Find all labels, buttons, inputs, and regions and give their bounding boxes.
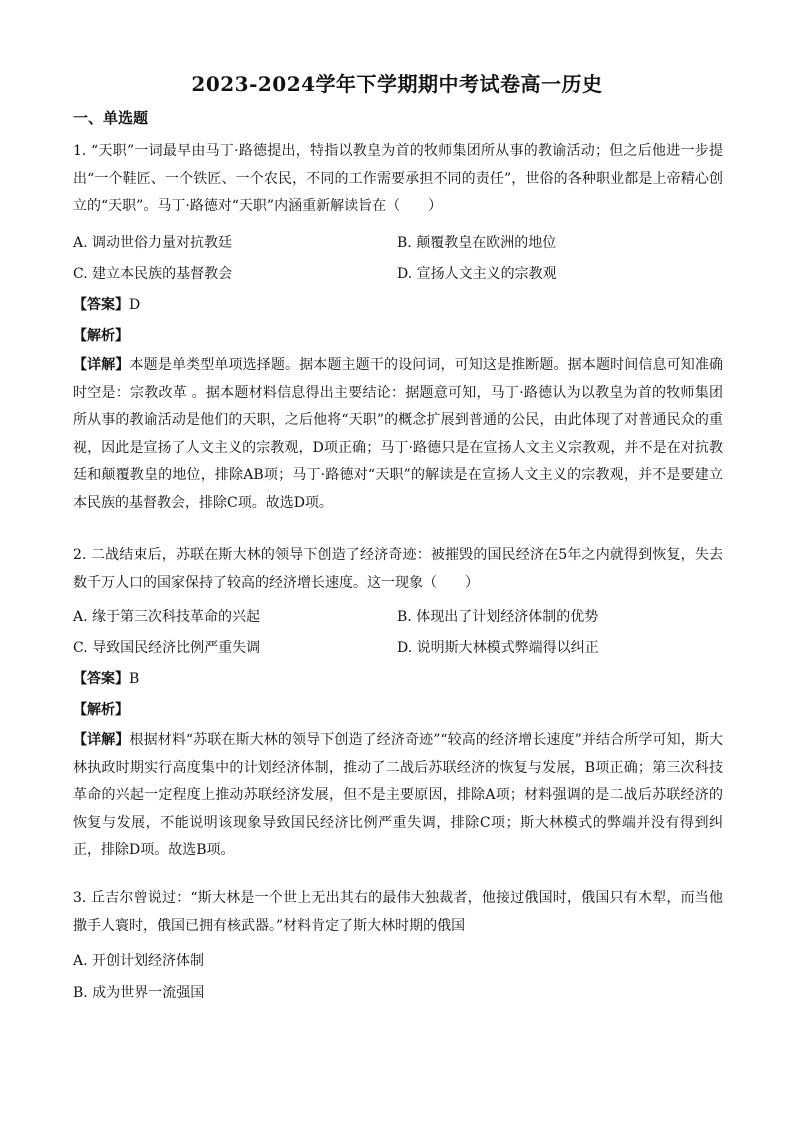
q2-detail xyxy=(73,727,723,865)
q1-detail-text: 本题是单类型单项选择题。据本题主题干的设问词，可知这是推断题。据本题时间信息可知准确时空是：宗教改革 。据本题材料信息得出主要结论：据题意可知，马丁·路德认为以教皇为首的牧师集团所从事的教谕活动是他们的天职，之后他将“天职”的概念扩展到普通的公民，由此体现了对普通民众的重视，因此是宣扬了人文主义的宗教观，D项正确；马丁·路德只是在宣扬人文主义宗教观，并不是在对抗教廷和颠覆教皇的地位，排除AB项；马丁·路德对“天职”的解读是在宣扬人文主义的宗教观，并不是要建立本民族的基督教会，排除C项。故选D项。 xyxy=(73,357,724,511)
q2-option-a: A. 缘于第三次科技革命的兴起 xyxy=(73,609,261,625)
q1-answer: D xyxy=(129,297,141,313)
q2-option-d: D. 说明斯大林模式弊端得以纠正 xyxy=(397,640,599,656)
q1-answer-tag: 【答案】 xyxy=(73,297,129,313)
q2-detail-text: 根据材料“苏联在斯大林的领导下创造了经济奇迹”“较高的经济增长速度”并结合所学可知，斯大林执政时期实行高度集中的计划经济体制，推动了二战后苏联经济的恢复与发展，B项正确；第三次科技革命的兴起一定程度上推动苏联经济发展，但不是主要原因，排除A项；材料强调的是二战后苏联经济的恢复与发展，不能说明该现象导致国民经济比例严重失调，排除C项；斯大林模式的弊端并没有得到纠正，排除D项。故选B项。 xyxy=(73,732,723,858)
q3-option-b: B. 成为世界一流强国 xyxy=(73,985,205,1001)
q3-stem: 3. 丘吉尔曾说过：“斯大林是一个世上无出其右的最伟大独裁者，他接过俄国时，俄国只有木犁，而当他撒手人寰时，俄国已拥有核武器。”材料肯定了斯大林时期的俄国 xyxy=(73,890,723,934)
q2-answer: B xyxy=(129,671,140,687)
q1-analysis-tag: 【解析】 xyxy=(73,328,129,344)
section-heading: 一、单选题 xyxy=(73,109,149,127)
q1-stem: 1. “天职”一词最早由马丁·路德提出，特指以教皇为首的牧师集团所从事的教谕活动；但之后他进一步提出“一个鞋匠、一个铁匠、一个农民，不同的工作需要承担不同的责任”，世俗的各种职业都是上帝精心创立的“天职”。马丁·路德对“天职”内涵重新解读旨在（ ） xyxy=(73,143,723,214)
q1-detail xyxy=(73,352,723,517)
q2-analysis-tag: 【解析】 xyxy=(73,702,129,718)
q2-option-c: C. 导致国民经济比例严重失调 xyxy=(73,640,261,656)
q2-answer-line xyxy=(73,669,139,689)
page-title: 2023-2024学年下学期期中考试卷高一历史 xyxy=(191,72,603,96)
q1-detail-tag: 【详解】 xyxy=(73,357,130,373)
q1-answer-line xyxy=(73,295,140,315)
q1-option-d: D. 宣扬人文主义的宗教观 xyxy=(397,266,557,282)
q1-option-a: A. 调动世俗力量对抗教廷 xyxy=(73,235,233,251)
q2-option-b: B. 体现出了计划经济体制的优势 xyxy=(397,609,599,625)
q2-stem: 2. 二战结束后，苏联在斯大林的领导下创造了经济奇迹：被摧毁的国民经济在5年之内就得到恢复，失去数千万人口的国家保持了较高的经济增长速度。这一现象（ ） xyxy=(73,547,723,591)
q1-option-c: C. 建立本民族的基督教会 xyxy=(73,266,233,282)
q2-answer-tag: 【答案】 xyxy=(73,671,129,687)
q1-option-b: B. 颠覆教皇在欧洲的地位 xyxy=(397,235,557,251)
q2-detail-tag: 【详解】 xyxy=(73,732,130,748)
q3-option-a: A. 开创计划经济体制 xyxy=(73,953,205,969)
